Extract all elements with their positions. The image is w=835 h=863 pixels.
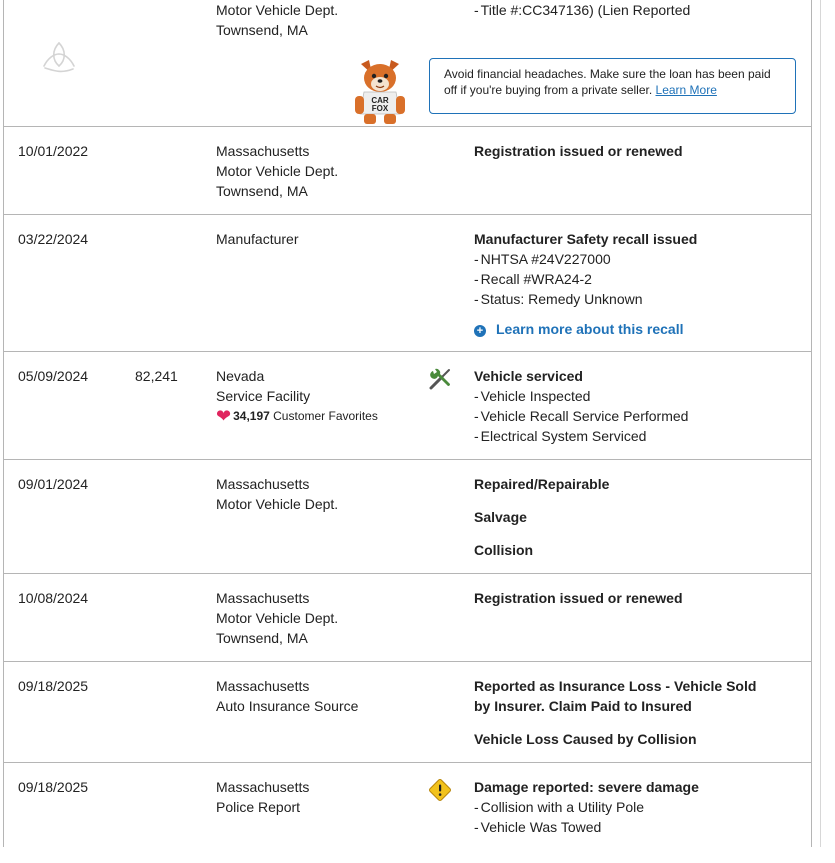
fox-shirt-text: CAR — [371, 96, 389, 105]
source-line: Motor Vehicle Dept. — [216, 610, 339, 626]
mileage-cell: 82,241 — [135, 368, 178, 384]
date-cell: 09/01/2024 — [18, 476, 89, 492]
favorites-label: Customer Favorites — [273, 409, 378, 423]
learn-more-recall-link[interactable]: Learn more about this recall — [496, 321, 684, 337]
source-line: Massachusetts — [216, 678, 310, 694]
date-cell: 10/01/2022 — [18, 143, 89, 159]
date-cell: 09/18/2025 — [18, 678, 89, 694]
detail-item: - Status: Remedy Unknown — [474, 289, 804, 309]
source-cell — [216, 366, 378, 426]
source-line: Motor Vehicle Dept. — [216, 2, 339, 18]
detail-cell — [474, 0, 804, 20]
detail-item: - Collision with a Utility Pole — [474, 797, 804, 817]
date-cell: 03/22/2024 — [18, 231, 89, 247]
table-row — [4, 574, 811, 662]
detail-cell — [474, 676, 774, 749]
detail-item: - Title #:CC347136) (Lien Reported — [474, 0, 804, 20]
source-cell — [216, 777, 309, 817]
source-line: Townsend, MA — [216, 22, 308, 38]
warning-icon — [427, 777, 453, 808]
detail-title: Reported as Insurance Loss - Vehicle Sold by Insurer. Claim Paid to Insured — [474, 678, 757, 714]
favorites-count: 34,197 — [233, 409, 270, 423]
source-line: Police Report — [216, 799, 301, 815]
detail-item: - Vehicle Was Towed — [474, 817, 804, 837]
detail-cell — [474, 588, 804, 608]
detail-title: Registration issued or renewed — [474, 590, 683, 606]
lien-tip-box — [429, 58, 796, 114]
loading-spinner-icon — [40, 40, 78, 78]
detail-item: - Vehicle Recall Service Performed — [474, 406, 804, 426]
source-cell — [216, 588, 338, 648]
source-line: Motor Vehicle Dept. — [216, 496, 339, 512]
scrollbar-edge — [820, 0, 821, 847]
detail-title: Repaired/Repairable — [474, 476, 610, 492]
detail-item: - Electrical System Serviced — [474, 426, 804, 446]
source-cell — [216, 0, 338, 40]
detail-title: Manufacturer Safety recall issued — [474, 231, 698, 247]
source-line: Motor Vehicle Dept. — [216, 163, 339, 179]
source-line: Service Facility — [216, 388, 311, 404]
table-row — [4, 127, 811, 215]
customer-favorites[interactable] — [216, 406, 378, 426]
table-row — [4, 662, 811, 763]
date-cell: 10/08/2024 — [18, 590, 89, 606]
source-line: Auto Insurance Source — [216, 698, 359, 714]
detail-title: Vehicle serviced — [474, 368, 583, 384]
source-line: Townsend, MA — [216, 183, 308, 199]
detail-cell — [474, 474, 804, 560]
table-row — [4, 763, 811, 863]
detail-cell — [474, 366, 804, 446]
date-cell: 09/18/2025 — [18, 779, 89, 795]
tip-text: Avoid financial headaches. Make sure the loan has been paid off if you're buying from a private seller. — [444, 67, 771, 97]
table-row — [4, 460, 811, 574]
recall-link-row[interactable] — [474, 319, 804, 339]
detail-title: Salvage — [474, 509, 527, 525]
source-cell — [216, 141, 338, 201]
history-table — [3, 0, 812, 847]
source-line: Manufacturer — [216, 231, 299, 247]
detail-title: Damage reported: severe damage — [474, 779, 699, 795]
source-cell — [216, 229, 298, 249]
tip-learn-more-link[interactable]: Learn More — [655, 83, 717, 97]
detail-cell — [474, 229, 804, 339]
detail-title: Registration issued or renewed — [474, 143, 683, 159]
source-cell — [216, 474, 338, 514]
source-line: Massachusetts — [216, 143, 310, 159]
detail-title: Collision — [474, 542, 534, 558]
table-row — [4, 352, 811, 460]
source-line: Massachusetts — [216, 476, 310, 492]
detail-item: - NHTSA #24V227000 — [474, 249, 804, 269]
table-row — [4, 215, 811, 352]
detail-item: - Recall #WRA24-2 — [474, 269, 804, 289]
carfax-fox-mascot — [352, 58, 408, 126]
detail-title: Vehicle Loss Caused by Collision — [474, 731, 697, 747]
detail-item: - Vehicle Inspected — [474, 386, 804, 406]
fox-shirt-text: FOX — [371, 104, 389, 113]
wrench-screwdriver-icon — [427, 366, 453, 397]
source-line: Townsend, MA — [216, 630, 308, 646]
source-line: Nevada — [216, 368, 265, 384]
source-cell — [216, 676, 358, 716]
source-line: Massachusetts — [216, 779, 310, 795]
source-line: Massachusetts — [216, 590, 310, 606]
plus-circle-icon: + — [474, 325, 486, 337]
detail-cell — [474, 141, 804, 161]
date-cell: 05/09/2024 — [18, 368, 89, 384]
heart-icon: ❤ — [216, 406, 232, 426]
detail-cell — [474, 777, 804, 837]
